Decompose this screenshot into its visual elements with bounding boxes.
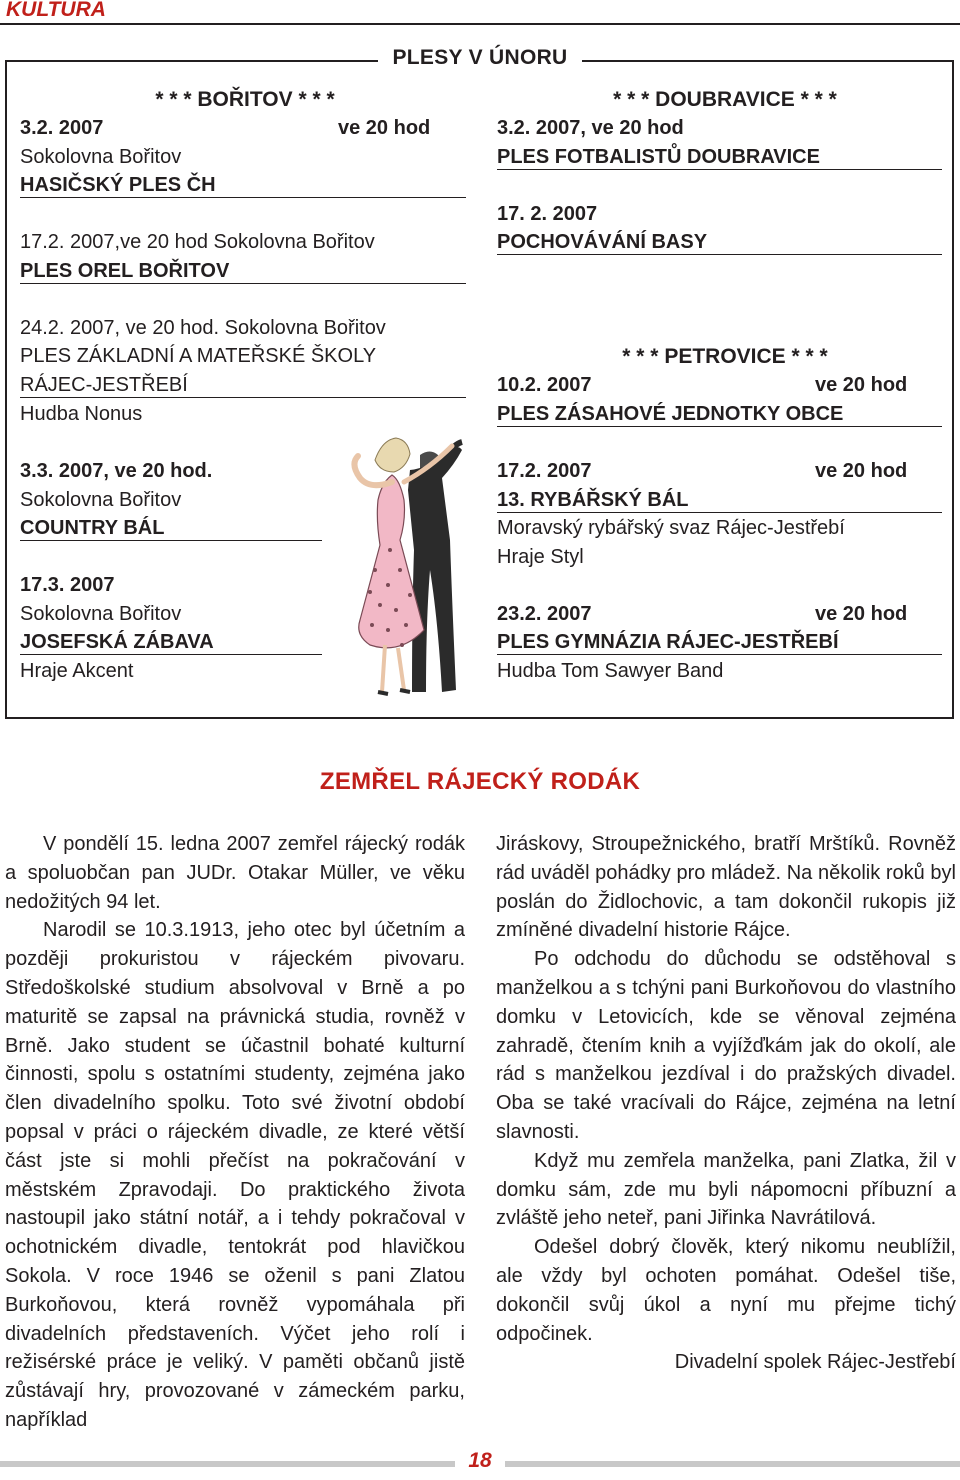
petrovice-e2-music: Hraje Styl <box>497 546 584 568</box>
divider <box>497 654 942 655</box>
article-signature: Divadelní spolek Rájec-Jestřebí <box>674 1351 956 1374</box>
boritov-e3-music: Hudba Nonus <box>20 403 143 425</box>
boritov-e3-line: 24.2. 2007, ve 20 hod. Sokolovna Bořitov <box>20 317 386 339</box>
doubravice-e1-name: PLES FOTBALISTŮ DOUBRAVICE <box>497 146 820 168</box>
boritov-e1-date: 3.2. 2007 <box>20 117 104 139</box>
divider <box>20 540 322 541</box>
article-right-column <box>496 830 956 1377</box>
petrovice-e2-org: Moravský rybářský svaz Rájec-Jestřebí <box>497 517 845 539</box>
footer-rule-right <box>505 1461 960 1467</box>
article-paragraph: Jiráskovy, Stroupežnického, bratří Mrštíků. Rovněž rád uváděl pohádky pro mládež. Na několik roků byl poslán do Židlochovic, a tam dokončil rukopis již zmíněné divadelní historie Rájce. <box>496 833 956 942</box>
boritov-e1-time: ve 20 hod <box>338 117 431 139</box>
doubravice-e1-date: 3.2. 2007, ve 20 hod <box>497 117 684 139</box>
article-title: ZEMŘEL RÁJECKÝ RODÁK <box>319 768 641 795</box>
section-label: KULTURA <box>6 0 106 21</box>
petrovice-e2-time: ve 20 hod <box>815 460 908 482</box>
doubravice-e2-name: POCHOVÁVÁNÍ BASY <box>497 231 708 253</box>
divider <box>20 654 322 655</box>
events-title: PLESY V ÚNORU <box>378 46 581 70</box>
boritov-e3-name2: RÁJEC-JESTŘEBÍ <box>20 374 188 396</box>
divider <box>497 512 942 513</box>
boritov-e3-name1: PLES ZÁKLADNÍ A MATEŘSKÉ ŠKOLY <box>20 345 377 367</box>
petrovice-e1-time: ve 20 hod <box>815 374 908 396</box>
divider <box>497 169 942 170</box>
boritov-e2-name: PLES OREL BOŘITOV <box>20 260 230 282</box>
petrovice-e3-name: PLES GYMNÁZIA RÁJEC-JESTŘEBÍ <box>497 631 839 653</box>
header-rule <box>0 23 960 25</box>
petrovice-e3-date: 23.2. 2007 <box>497 603 592 625</box>
boritov-e2-line: 17.2. 2007,ve 20 hod Sokolovna Bořitov <box>20 231 375 253</box>
boritov-e5-place: Sokolovna Bořitov <box>20 603 182 625</box>
boritov-e4-place: Sokolovna Bořitov <box>20 489 182 511</box>
divider <box>20 283 466 284</box>
boritov-heading: * * * BOŘITOV * * * <box>155 88 335 111</box>
petrovice-heading: * * * PETROVICE * * * <box>622 345 828 368</box>
boritov-e4-date: 3.3. 2007, ve 20 hod. <box>20 460 213 482</box>
petrovice-e2-name: 13. RYBÁŘSKÝ BÁL <box>497 489 689 511</box>
footer-rule-left <box>0 1461 455 1467</box>
petrovice-e2-date: 17.2. 2007 <box>497 460 592 482</box>
doubravice-heading: * * * DOUBRAVICE * * * <box>613 88 837 111</box>
petrovice-e1-date: 10.2. 2007 <box>497 374 592 396</box>
boritov-e5-music: Hraje Akcent <box>20 660 134 682</box>
article-paragraph: Když mu zemřela manželka, pani Zlatka, žil v domku sám, zde mu byli nápomocni příbuzní a zvláště jeho neteř, pani Jiřinka Navrátilová. <box>496 1149 956 1230</box>
divider <box>497 254 942 255</box>
divider <box>497 426 942 427</box>
petrovice-e3-music: Hudba Tom Sawyer Band <box>497 660 724 682</box>
petrovice-e3-time: ve 20 hod <box>815 603 908 625</box>
dancing-couple-illustration <box>330 420 480 710</box>
article-paragraph: V pondělí 15. ledna 2007 zemřel rájecký rodák a spoluobčan pan JUDr. Otakar Müller, ve věku nedožitých 94 let. <box>5 833 465 913</box>
divider <box>20 197 466 198</box>
petrovice-e1-name: PLES ZÁSAHOVÉ JEDNOTKY OBCE <box>497 403 844 425</box>
article-paragraph: Odešel dobrý člověk, který nikomu neublížil, ale vždy byl ochoten pomáhat. Odešel tiše, dokončil svůj úkol a nyní mu přejme tichý odpočinek. <box>496 1236 956 1345</box>
page-number: 18 <box>468 1449 492 1472</box>
boritov-e1-name: HASIČSKÝ PLES ČH <box>20 174 216 196</box>
article-paragraph: Po odchodu do důchodu se odstěhoval s manželkou a s tchýni pani Burkoňovou do vlastního domku v Letovicích, kde se věnoval zejména zahradě, čtením knih a vyjížďkám jak do okolí, ale rád s manželkou jezdíval i do pražských divadel. Oba se také vracívali do Rájce, zejména na letní slavnosti. <box>496 948 956 1143</box>
boritov-e5-name: JOSEFSKÁ ZÁBAVA <box>20 631 214 653</box>
boritov-e5-date: 17.3. 2007 <box>20 574 115 596</box>
boritov-e1-place: Sokolovna Bořitov <box>20 146 182 168</box>
divider <box>20 397 466 398</box>
boritov-e4-name: COUNTRY BÁL <box>20 517 165 539</box>
article-paragraph: Narodil se 10.3.1913, jeho otec byl účetním a později prokuristou v rájeckém pivovaru. Středoškolské studium absolvoval v Brně a po maturitě se zapsal na právnická studia, rovněž v Brně. Jako student se účastnil bohaté kulturní činnosti, spolu s ostatními studenty, zejména jako člen divadelního spolku. Toto své životní období popsal v práci o rájeckém divadle, ze které větší část jste si mohli přečíst na pokračování v městském Zpravodaji. Do praktického života nastoupil jako státní notář, a i tehdy pokračoval v ochotnickém divadle, tentokrát pod hlavičkou Sokola. V roce 1946 se oženil s pani Zlatou Burkoňovou, která rovněž vypomáhala při divadelních představeních. Výčet jeho rolí i režisérské práce je veliký. V paměti občanů jistě zůstávají hry, provozované v zámeckém parku, například <box>5 919 465 1431</box>
doubravice-e2-date: 17. 2. 2007 <box>497 203 598 225</box>
article-left-column <box>5 830 465 1435</box>
